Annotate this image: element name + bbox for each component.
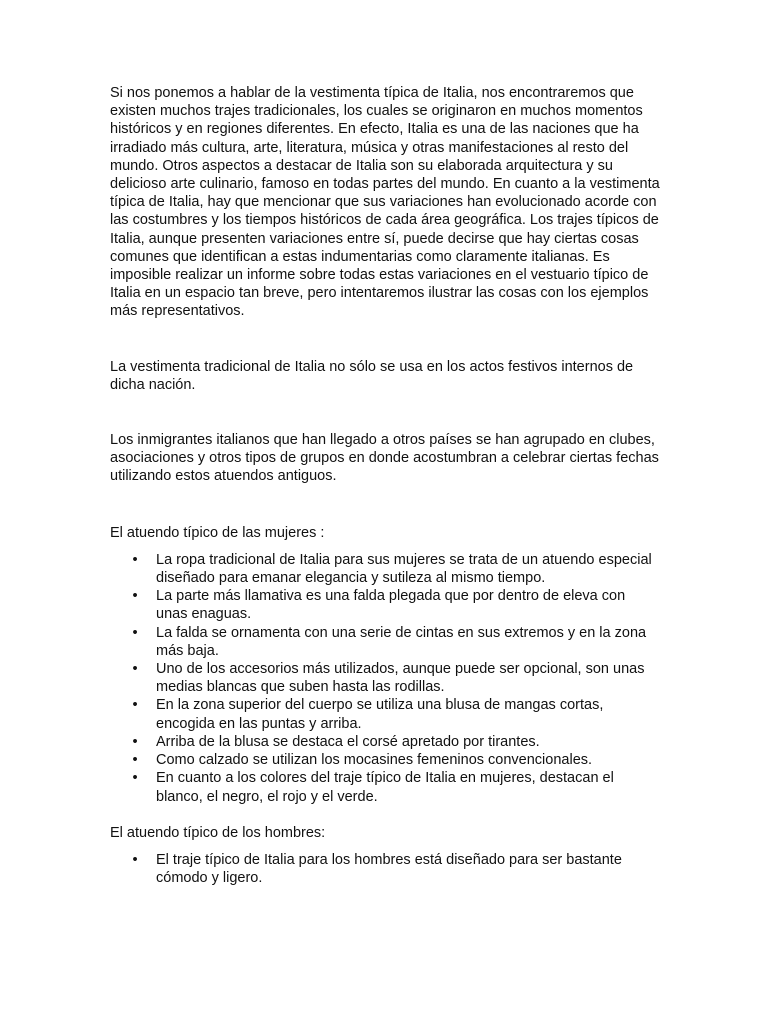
- list-item-text: Arriba de la blusa se destaca el corsé apretado por tirantes.: [156, 733, 540, 750]
- women-bullet-list: [110, 551, 660, 806]
- bullet-icon: •: [132, 661, 138, 678]
- list-item: [110, 624, 660, 660]
- bullet-icon: •: [132, 624, 138, 641]
- men-bullet-list: [110, 851, 660, 887]
- list-item-text: Uno de los accesorios más utilizados, aunque puede ser opcional, son unas medias blancas que suben hasta las rodillas.: [156, 661, 645, 696]
- list-item-text: En cuanto a los colores del traje típico de Italia en mujeres, destacan el blanco, el negro, el rojo y el verde.: [156, 770, 614, 805]
- list-item: [110, 587, 660, 623]
- bullet-icon: •: [132, 752, 138, 769]
- third-paragraph: Los inmigrantes italianos que han llegado a otros países se han agrupado en clubes, asociaciones y otros tipos de grupos en donde acostumbran a celebrar ciertas fechas utilizando estos atuendos antiguos.: [110, 432, 659, 485]
- intro-paragraph: Si nos ponemos a hablar de la vestimenta típica de Italia, nos encontraremos que existen muchos trajes tradicionales, los cuales se originaron en muchos momentos históricos y en regiones diferentes. En efecto, Italia es una de las naciones que ha irradiado más cultura, arte, literatura, música y otras manifestaciones al resto del mundo. Otros aspectos a destacar de Italia son su elaborada arquitectura y su delicioso arte culinario, famoso en todas partes del mundo. En cuanto a la vestimenta típica de Italia, hay que mencionar que sus variaciones han evolucionado acorde con las costumbres y los tiempos históricos de cada área geográfica. Los trajes típicos de Italia, aunque presenten variaciones entre sí, puede decirse que hay ciertas cosas comunes que identifican a estas indumentarias como claramente italianas. Es imposible realizar un informe sobre todas estas variaciones en el vestuario típico de Italia en un espacio tan breve, pero intentaremos ilustrar las cosas con los ejemplos más representativos.: [110, 85, 660, 320]
- list-item: [110, 660, 660, 696]
- bullet-icon: •: [132, 697, 138, 714]
- list-item: [110, 851, 660, 887]
- second-paragraph: La vestimenta tradicional de Italia no sólo se usa en los actos festivos internos de dicha nación.: [110, 358, 634, 393]
- bullet-icon: •: [132, 770, 138, 787]
- list-item-text: La parte más llamativa es una falda plegada que por dentro de eleva con unas enaguas.: [156, 588, 626, 623]
- list-item-text: Como calzado se utilizan los mocasines femeninos convencionales.: [156, 752, 593, 769]
- bullet-icon: •: [132, 551, 138, 568]
- list-item-text: En la zona superior del cuerpo se utiliza una blusa de mangas cortas, encogida en las puntas y arriba.: [156, 697, 604, 732]
- list-item: [110, 696, 660, 732]
- women-section-heading: El atuendo típico de las mujeres :: [110, 524, 325, 541]
- bullet-icon: •: [132, 733, 138, 750]
- list-item: [110, 733, 660, 751]
- list-item: [110, 751, 660, 769]
- list-item: [110, 551, 660, 587]
- men-section-heading: El atuendo típico de los hombres:: [110, 824, 326, 841]
- document-body: [110, 84, 660, 887]
- list-item-text: La falda se ornamenta con una serie de cintas en sus extremos y en la zona más baja.: [156, 624, 647, 659]
- bullet-icon: •: [132, 588, 138, 605]
- bullet-icon: •: [132, 851, 138, 868]
- list-item-text: El traje típico de Italia para los hombres está diseñado para ser bastante cómodo y ligero.: [156, 851, 622, 887]
- list-item: [110, 769, 660, 805]
- list-item-text: La ropa tradicional de Italia para sus mujeres se trata de un atuendo especial diseñado para emanar elegancia y sutileza al mismo tiempo.: [156, 551, 652, 587]
